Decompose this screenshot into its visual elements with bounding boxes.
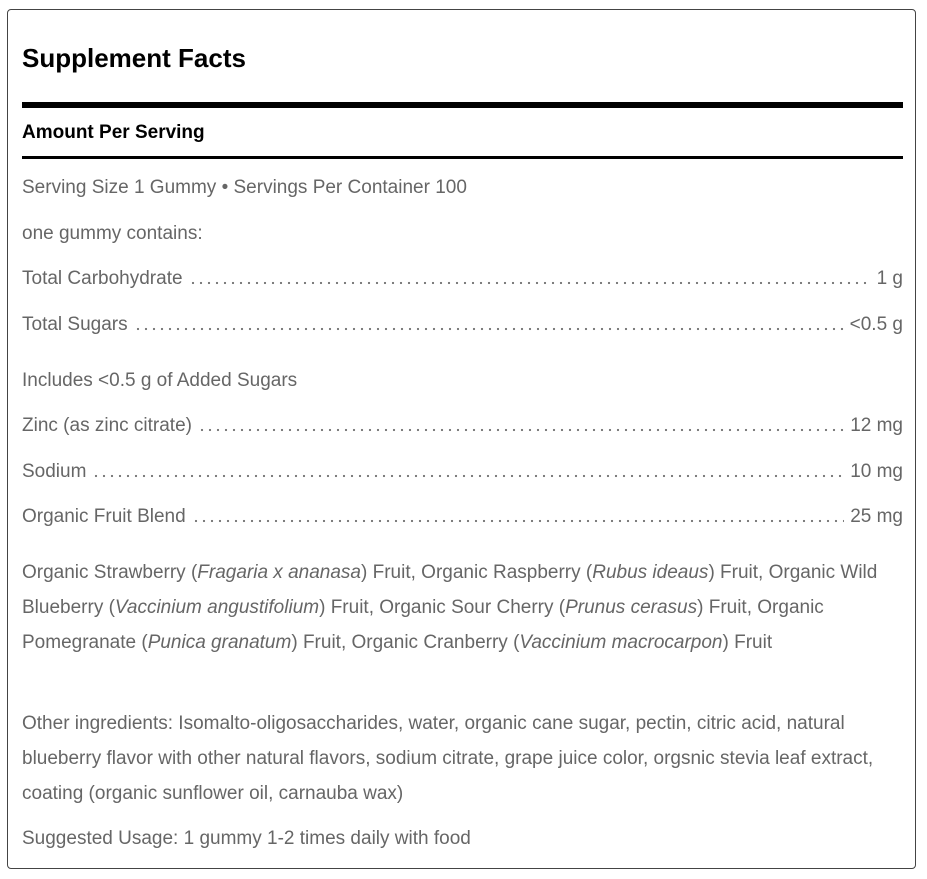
dot-leader [92, 474, 844, 478]
added-sugars: Includes <0.5 g of Added Sugars [22, 370, 298, 391]
dot-leader [189, 281, 871, 285]
divider [22, 156, 903, 159]
nutrient-amount: 1 g [876, 268, 903, 289]
contains-label: one gummy contains: [22, 223, 203, 244]
nutrient-row [22, 506, 903, 528]
nutrient-row [22, 461, 903, 483]
fruit-blend-ingredients: Organic Strawberry (Fragaria x ananasa) Fruit, Organic Raspberry (Rubus ideaus) Fruit, Organic Wild Blueberry (Vaccinium angustifolium) Fruit, Organic Sour Cherry (Prunus cerasus) Fruit, Organic Pomegranate (Punica granatum) Fruit, Organic Cranberry (Vaccinium macrocarpon) Fruit [22, 562, 878, 653]
nutrient-amount: <0.5 g [849, 314, 903, 335]
other-ingredients: Other ingredients: Isomalto-oligosaccharides, water, organic cane sugar, pectin, citric acid, natural blueberry flavor with other natural flavors, sodium citrate, grape juice color, orgsnic stevia leaf extract, coating (organic sunflower oil, carnauba wax) [22, 713, 874, 804]
panel-title: Supplement Facts [22, 43, 246, 73]
nutrient-name: Total Sugars [22, 314, 128, 335]
amount-per-serving-heading: Amount Per Serving [22, 122, 205, 143]
nutrient-amount: 25 mg [850, 506, 903, 527]
nutrient-amount: 12 mg [850, 415, 903, 436]
dot-leader [198, 428, 844, 432]
nutrient-row [22, 415, 903, 437]
dot-leader [192, 519, 845, 523]
nutrient-name: Zinc (as zinc citrate) [22, 415, 192, 436]
nutrient-row [22, 314, 903, 336]
nutrient-row [22, 268, 903, 290]
nutrient-amount: 10 mg [850, 461, 903, 482]
dot-leader [134, 327, 844, 331]
thick-divider [22, 102, 903, 108]
serving-info: Serving Size 1 Gummy • Servings Per Container 100 [22, 177, 467, 198]
nutrient-name: Sodium [22, 461, 87, 482]
nutrient-name: Total Carbohydrate [22, 268, 183, 289]
nutrient-name: Organic Fruit Blend [22, 506, 186, 527]
suggested-usage: Suggested Usage: 1 gummy 1-2 times daily with food [22, 828, 471, 849]
